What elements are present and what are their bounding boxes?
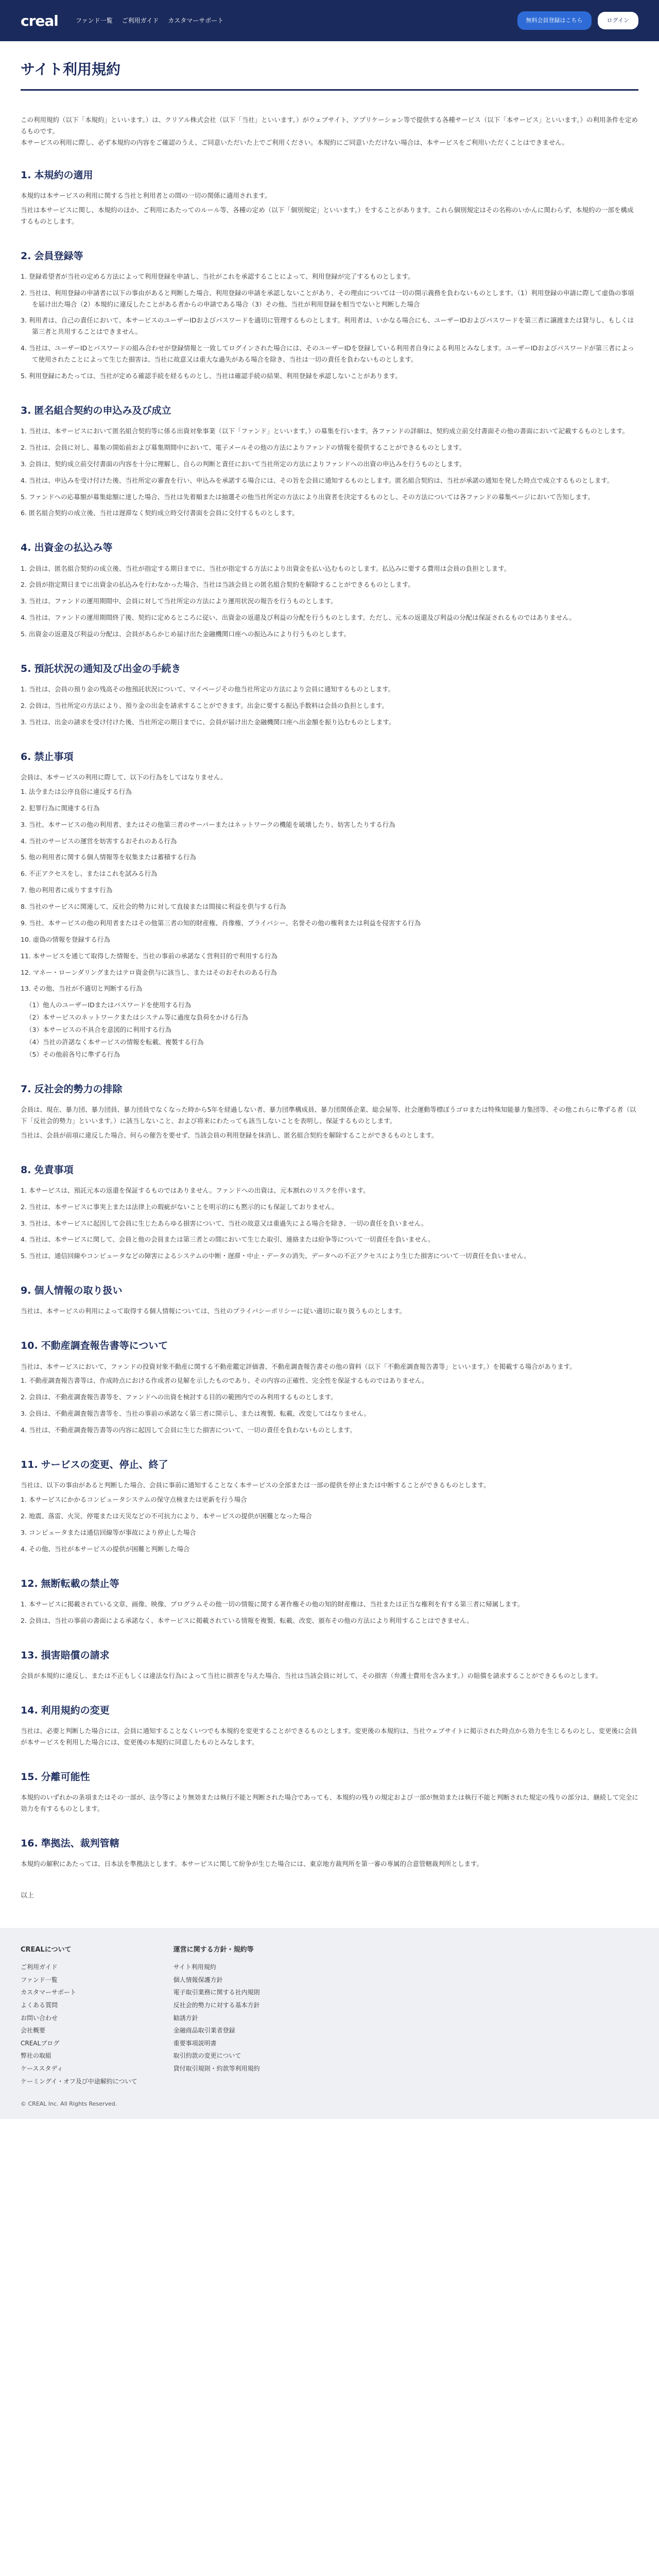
article-section bbox=[21, 1835, 638, 1870]
article-section bbox=[21, 1575, 638, 1626]
article-list bbox=[21, 426, 638, 519]
footer-link[interactable]: よくある質問 bbox=[21, 2002, 58, 2009]
article-paragraph: 会員が本規約に違反し、または不正もしくは違法な行為によって当社に損害を与えた場合、当社は当該会員に対して、その損害（弁護士費用を含みます。）の賠償を請求することができるものとします。 bbox=[21, 1671, 602, 1680]
footer-link[interactable]: ケーススタディ bbox=[21, 2065, 63, 2072]
article-number: 12. bbox=[21, 1578, 38, 1589]
article-list-item: 1. 会員は、匿名組合契約の成立後、当社が指定する期日までに、当社が指定する方法により出資金を払い込むものとします。払込みに要する費用は会員の負担とします。 bbox=[21, 564, 511, 572]
article-list-item: 10. 虚偽の情報を登録する行為 bbox=[21, 935, 110, 943]
footer-item bbox=[174, 1986, 260, 1999]
footer-item bbox=[174, 1999, 260, 2012]
article-number: 8. bbox=[21, 1164, 31, 1176]
footer-item bbox=[21, 2049, 137, 2062]
article-list-item: 1. 本サービスに掲載されている文章、画像、映像、プログラムその他一切の情報に関する著作権その他の知的財産権は、当社または正当な権利を有する第三者に帰属します。 bbox=[21, 1600, 524, 1608]
article-list bbox=[21, 1185, 638, 1262]
article-heading bbox=[21, 167, 638, 184]
article-number: 4. bbox=[21, 542, 31, 554]
article-list-item: 2. 犯罪行為に関連する行為 bbox=[21, 804, 100, 812]
article-list-item: 13. その他、当社が不適切と判断する行為 bbox=[21, 985, 143, 993]
article-number: 16. bbox=[21, 1837, 38, 1849]
article-list-item: 4. 当社は、ユーザーIDとパスワードの組み合わせが登録情報と一致してログインされた場合には、そのユーザーIDを登録している利用者自身による利用とみなします。ユーザーIDおよびパスワードが第三者によって使用されたことによって生じた損害は、当社に故意又は重大な過失がある場合を除き、当社は一切の責任を負わないものとします。 bbox=[21, 344, 634, 363]
article-list-item: 3. 会員は、不動産調査報告書等を、当社の事前の承諾なく第三者に開示し、または複製、転載、改変してはなりません。 bbox=[21, 1410, 371, 1418]
article-list bbox=[21, 684, 638, 728]
article-sublist-item: （2）本サービスのネットワークまたはシステム等に過度な負荷をかける行為 bbox=[26, 1013, 248, 1022]
footer-link[interactable]: 個人情報保護方針 bbox=[173, 1976, 223, 1984]
article-title: 預託状況の通知及び出金の手続き bbox=[34, 663, 181, 674]
article-section bbox=[21, 1337, 638, 1436]
article-heading bbox=[21, 1575, 638, 1592]
footer-item bbox=[174, 2012, 260, 2025]
article-paragraph: 本規約のいずれかの条項またはその一部が、法令等により無効または執行不能と判断された場合であっても、本規約の残りの規定および一部が無効または執行不能と判断された規定の残りの部分は、継続して完全に効力を有するものとします。 bbox=[21, 1793, 638, 1812]
article-section bbox=[21, 660, 638, 728]
article-title: 利用規約の変更 bbox=[41, 1704, 110, 1716]
article-heading bbox=[21, 1835, 638, 1852]
article-list-item: 3. 当社、本サービスの他の利用者、またはその他第三者のサーバーまたはネットワークの機能を破壊したり、妨害したりする行為 bbox=[21, 820, 395, 828]
article-heading bbox=[21, 660, 638, 677]
article-list bbox=[21, 1494, 638, 1555]
article-list-item: 5. 出資金の返還及び利益の分配は、会員があらかじめ届け出た金融機関口座への振込みにより行うものとします。 bbox=[21, 630, 350, 638]
footer-link[interactable]: カスタマーサポート bbox=[21, 1989, 77, 1996]
article-list bbox=[21, 1599, 638, 1626]
article-list-item: 8. 当社のサービスに関連して、反社会的勢力に対して直接または間接に利益を供与する行為 bbox=[21, 903, 286, 910]
article-section bbox=[21, 1162, 638, 1262]
article-heading bbox=[21, 539, 638, 556]
article-paragraph: 会員は、本サービスの利用に際して、以下の行為をしてはなりません。 bbox=[21, 773, 227, 781]
footer-item bbox=[21, 1986, 137, 1999]
article-list-item: 4. 当社は、本サービスに関して、会員と他の会員または第三者との間において生じた取引、連絡または紛争等について一切責任を負いません。 bbox=[21, 1235, 435, 1244]
article-number: 7. bbox=[21, 1083, 31, 1095]
article-heading bbox=[21, 1456, 638, 1473]
footer-item bbox=[174, 2049, 260, 2062]
footer-item bbox=[174, 2062, 260, 2075]
article-heading bbox=[21, 248, 638, 265]
article-heading bbox=[21, 1769, 638, 1786]
article-list-item: 1. 当社は、会員の預り金の残高その他預託状況について、マイページその他当社所定の方法により会員に通知するものとします。 bbox=[21, 685, 395, 693]
article-heading bbox=[21, 1081, 638, 1098]
article-number: 14. bbox=[21, 1704, 38, 1716]
article-paragraph: 本規約の解釈にあたっては、日本法を準拠法とします。本サービスに関して紛争が生じた場合には、東京地方裁判所を第一審の専属的合意管轄裁判所とします。 bbox=[21, 1859, 483, 1868]
article-number: 13. bbox=[21, 1649, 38, 1661]
article-list-item: 1. 本サービスにかかるコンピュータシステムの保守点検または更新を行う場合 bbox=[21, 1496, 247, 1503]
article-list-item: 3. 当社は、出金の請求を受け付けた後、当社所定の期日までに、会員が届け出た金融機関口座へ出金額を振り込むものとします。 bbox=[21, 718, 395, 726]
article-section bbox=[21, 749, 638, 1060]
article-section bbox=[21, 402, 638, 519]
article-sublist-item: （5）その他前各号に準ずる行為 bbox=[26, 1050, 120, 1058]
article-list-item: 5. ファンドへの応募額が募集総額に達した場合、当社は先着順または抽選その他当社所定の方法により出資者を決定するものとし、その方法については各ファンドの募集ページにおいて告知します。 bbox=[21, 493, 594, 501]
article-list bbox=[21, 563, 638, 640]
article-sublist bbox=[21, 999, 638, 1060]
articles bbox=[21, 167, 638, 1870]
footer-link[interactable]: お問い合わせ bbox=[21, 2014, 58, 2022]
article-list-item: 6. 不正アクセスをし、またはこれを試みる行為 bbox=[21, 870, 158, 878]
article-paragraph: 当社は、本サービスにおいて、ファンドの投資対象不動産に関する不動産鑑定評価書、不動産調査報告書その他の資料（以下「不動産調査報告書等」といいます。）を掲載する場合があります。 bbox=[21, 1362, 576, 1370]
article-title: サービスの変更、停止、終了 bbox=[41, 1459, 168, 1470]
article-heading bbox=[21, 1702, 638, 1719]
intro bbox=[21, 114, 638, 148]
article-list-item: 9. 当社、本サービスの他の利用者またはその他第三者の知的財産権、肖像権、プライバシー、名誉その他の権利または利益を侵害する行為 bbox=[21, 919, 421, 927]
article-title: 出資金の払込み等 bbox=[34, 542, 113, 554]
article-heading bbox=[21, 402, 638, 419]
article-section bbox=[21, 1081, 638, 1141]
article-list bbox=[21, 1375, 638, 1436]
article-list-item: 2. 会員は、不動産調査報告書等を、ファンドへの出資を検討する目的の範囲内でのみ利用するものとします。 bbox=[21, 1393, 337, 1401]
footer-link[interactable]: 電子取引業務に関する社内規則 bbox=[173, 1989, 260, 1996]
article-list-item: 4. 当社は、不動産調査報告書等の内容に起因して会員に生じた損害について、一切の責任を負わないものとします。 bbox=[21, 1426, 356, 1434]
article-title: 個人情報の取り扱い bbox=[34, 1285, 123, 1297]
article-list-item: 6. 匿名組合契約の成立後、当社は遅滞なく契約成立時交付書面を会員に交付するものとします。 bbox=[21, 509, 299, 517]
site-footer bbox=[0, 1928, 659, 2120]
article-title: 不動産調査報告書等について bbox=[41, 1340, 168, 1352]
article-list-item: 5. 他の利用者に関する個人情報等を収集または蓄積する行為 bbox=[21, 853, 196, 861]
article-list-item: 3. 当社は、本サービスに起因して会員に生じたあらゆる損害について、当社の故意又は重過失による場合を除き、一切の責任を負いません。 bbox=[21, 1219, 428, 1227]
footer-item bbox=[21, 2037, 137, 2050]
article-list-item: 1. 不動産調査報告書等は、作成時点における作成者の見解を示したものであり、その内容の正確性、完全性を保証するものではありません。 bbox=[21, 1377, 428, 1385]
footer-link[interactable]: 弊社の取組 bbox=[21, 2052, 52, 2060]
footer-column-about bbox=[21, 1944, 137, 2088]
footer-link[interactable]: ご利用ガイド bbox=[21, 1963, 58, 1971]
article-title: 準拠法、裁判管轄 bbox=[41, 1837, 119, 1849]
article-list-item: 3. 会員は、契約成立前交付書面の内容を十分に理解し、自らの判断と責任において当社所定の方法によりファンドへの出資の申込みを行うものとします。 bbox=[21, 460, 466, 468]
login-button[interactable]: ログイン bbox=[598, 12, 638, 29]
article-list bbox=[21, 786, 638, 994]
footer-link[interactable]: ファンド一覧 bbox=[21, 1976, 58, 1984]
article-list-item: 4. その他、当社が本サービスの提供が困難と判断した場合 bbox=[21, 1545, 190, 1553]
copyright: © CREAL Inc. All Rights Reserved. bbox=[21, 2100, 117, 2108]
closing bbox=[21, 1890, 638, 1902]
article-section bbox=[21, 248, 638, 382]
article-list-item: 3. 当社は、ファンドの運用期間中、会員に対して当社所定の方法により運用状況の報告を行うものとします。 bbox=[21, 597, 337, 605]
footer-item bbox=[21, 1974, 137, 1987]
article-section bbox=[21, 1769, 638, 1815]
main-nav bbox=[76, 15, 223, 26]
article-paragraph: 当社は、必要と判断した場合には、会員に通知することなくいつでも本規約を変更することができるものとします。変更後の本規約は、当社ウェブサイトに掲示された時点から効力を生じるものとし、変更後に会員が本サービスを利用した場合には、変更後の本規約に同意したものとみなします。 bbox=[21, 1726, 637, 1746]
article-list-item: 1. 本サービスは、預託元本の返還を保証するものではありません。ファンドへの出資は、元本割れのリスクを伴います。 bbox=[21, 1186, 370, 1194]
article-number: 1. bbox=[21, 169, 31, 181]
article-list-item: 3. 利用者は、自己の責任において、本サービスのユーザーIDおよびパスワードを適切に管理するものとします。利用者は、いかなる場合にも、ユーザーIDおよびパスワードを第三者に譲渡または貸与し、もしくは第三者と共用することはできません。 bbox=[21, 316, 634, 336]
register-button[interactable]: 無料会員登録はこちら bbox=[517, 11, 592, 29]
article-number: 15. bbox=[21, 1771, 38, 1783]
footer-column-policies bbox=[174, 1944, 260, 2088]
article-title: 匿名組合契約の申込み及び成立 bbox=[34, 404, 171, 416]
article-title: 無断転載の禁止等 bbox=[41, 1578, 119, 1589]
article-list-item: 2. 地震、落雷、火災、停電または天災などの不可抗力により、本サービスの提供が困難となった場合 bbox=[21, 1512, 312, 1520]
footer-link[interactable]: 重要事項説明書 bbox=[173, 2039, 217, 2047]
article-title: 反社会的勢力の排除 bbox=[34, 1083, 123, 1095]
footer-link[interactable]: 貸付取引規則・約款等利用規約 bbox=[173, 2065, 260, 2072]
footer-item bbox=[174, 2037, 260, 2050]
article-section bbox=[21, 539, 638, 640]
logo[interactable]: creal bbox=[21, 12, 58, 29]
article-number: 10. bbox=[21, 1340, 38, 1352]
article-list-item: 2. 当社は、利用登録の申請者に以下の事由があると判断した場合、利用登録の申請を承認しないことがあり、その理由については一切の開示義務を負わないものとします。（1）利用登録の申請に際して虚偽の事項を届け出た場合（2）本規約に違反したことがある者からの申請である場合（3）その他、当社が利用登録を相当でないと判断した場合 bbox=[21, 289, 634, 308]
footer-heading: CREALについて bbox=[21, 1945, 72, 1954]
footer-link[interactable]: 反社会的勢力に対する基本方針 bbox=[173, 2002, 260, 2009]
article-paragraph: 当社は、会員が前項に違反した場合、何らの催告を要せず、当該会員の利用登録を抹消し、匿名組合契約を解除することができるものとします。 bbox=[21, 1131, 438, 1139]
article-list-item: 2. 会員が指定期日までに出資金の払込みを行わなかった場合、当社は当該会員との匿名組合契約を解除することができるものとします。 bbox=[21, 581, 414, 589]
footer-item bbox=[21, 2062, 137, 2075]
article-number: 9. bbox=[21, 1285, 31, 1297]
article-list-item: 1. 登録希望者が当社の定める方法によって利用登録を申請し、当社がこれを承認することによって、利用登録が完了するものとします。 bbox=[21, 272, 414, 280]
footer-link[interactable]: ケーミングイ・オフ及び中途解約について bbox=[21, 2077, 137, 2085]
article-section bbox=[21, 1702, 638, 1748]
article-paragraph: 会員は、現在、暴力団、暴力団員、暴力団員でなくなった時から5年を経過しない者、暴力団準構成員、暴力団関係企業、総会屋等、社会運動等標ぼうゴロまたは特殊知能暴力集団等、その他これらに準ずる者（以下「反社会的勢力」といいます。）に該当しないこと、および将来にわたっても該当しないことを表明し、保証するものとします。 bbox=[21, 1105, 636, 1125]
footer-link[interactable]: CREALブログ bbox=[21, 2039, 60, 2047]
footer-item bbox=[174, 1961, 260, 1974]
article-list bbox=[21, 271, 638, 382]
article-list-item: 5. 当社は、通信回線やコンピュータなどの障害によるシステムの中断・遅滞・中止・データの消失、データへの不正アクセスにより生じた損害について一切責任を負いません。 bbox=[21, 1252, 530, 1260]
article-list-item: 2. 会員は、当社の事前の書面による承諾なく、本サービスに掲載されている情報を複製、転載、改変、頒布その他の方法により利用することはできません。 bbox=[21, 1616, 473, 1624]
nav-support[interactable]: カスタマーサポート bbox=[168, 16, 224, 24]
closing-text: 以上 bbox=[21, 1891, 34, 1900]
footer-link[interactable]: 勧誘方針 bbox=[173, 2014, 198, 2022]
nav-fund-list[interactable]: ファンド一覧 bbox=[75, 16, 113, 24]
article-list-item: 12. マネー・ローンダリングまたはテロ資金供与に該当し、またはそのおそれのある行為 bbox=[21, 968, 277, 976]
article-section bbox=[21, 1456, 638, 1555]
article-section bbox=[21, 1647, 638, 1682]
footer-item bbox=[21, 1961, 137, 1974]
intro-paragraph: 本サービスの利用に際し、必ず本規約の内容をご確認のうえ、ご同意いただいた上でご利用ください。本規約にご同意いただけない場合は、本サービスをご利用いただくことはできません。 bbox=[21, 138, 569, 146]
article-number: 2. bbox=[21, 250, 31, 262]
site-header bbox=[0, 0, 659, 41]
article-heading bbox=[21, 1647, 638, 1664]
article-list-item: 1. 当社は、本サービスにおいて匿名組合契約等に係る出資対象事業（以下「ファンド」といいます。）の募集を行います。各ファンドの詳細は、契約成立前交付書面その他の書面において記載するものとします。 bbox=[21, 427, 629, 435]
article-title: 分離可能性 bbox=[41, 1771, 90, 1783]
footer-link[interactable]: サイト利用規約 bbox=[173, 1963, 216, 1971]
article-list-item: 11. 本サービスを通じて取得した情報を、当社の事前の承諾なく営利目的で利用する行為 bbox=[21, 952, 278, 960]
article-heading bbox=[21, 749, 638, 766]
article-list-item: 2. 会員は、当社所定の方法により、預り金の出金を請求することができます。出金に要する振込手数料は会員の負担とします。 bbox=[21, 702, 388, 709]
footer-link[interactable]: 金融商品取引業者登録 bbox=[173, 2027, 235, 2035]
article-section bbox=[21, 1282, 638, 1317]
footer-item bbox=[21, 2012, 137, 2025]
nav-guide[interactable]: ご利用ガイド bbox=[122, 16, 159, 24]
footer-heading: 運営に関する方針・規約等 bbox=[173, 1945, 254, 1954]
article-list-item: 5. 利用登録にあたっては、当社が定める確認手続を経るものとし、当社は確認手続の結果、利用登録を承認しないことがあります。 bbox=[21, 371, 402, 380]
footer-item bbox=[21, 2024, 137, 2037]
article-list-item: 4. 当社のサービスの運営を妨害するおそれのある行為 bbox=[21, 837, 177, 845]
article-title: 禁止事項 bbox=[34, 751, 74, 762]
article-list-item: 4. 当社は、申込みを受け付けた後、当社所定の審査を行い、申込みを承諾する場合には、その旨を会員に通知するものとします。匿名組合契約は、当社が承諾の通知を発した時点で成立するものとします。 bbox=[21, 476, 614, 484]
footer-item bbox=[174, 2024, 260, 2037]
article-list-item: 7. 他の利用者に成りすます行為 bbox=[21, 886, 113, 894]
article-number: 3. bbox=[21, 404, 31, 416]
article-title: 損害賠償の請求 bbox=[41, 1649, 110, 1661]
footer-item bbox=[174, 1974, 260, 1987]
article-list-item: 1. 法令または公序良俗に違反する行為 bbox=[21, 787, 132, 795]
article-number: 6. bbox=[21, 751, 31, 762]
article-title: 本規約の適用 bbox=[34, 169, 93, 181]
article-paragraph: 当社は、本サービスの利用によって取得する個人情報については、当社のプライバシーポリシーに従い適切に取り扱うものとします。 bbox=[21, 1307, 406, 1315]
article-title: 会員登録等 bbox=[34, 250, 83, 262]
article-paragraph: 当社は、以下の事由があると判断した場合、会員に事前に通知することなく本サービスの全部または一部の提供を停止または中断することができるものとします。 bbox=[21, 1481, 490, 1489]
article-list-item: 2. 当社は、会員に対し、募集の開始前および募集期間中において、電子メールその他の方法によりファンドの情報を提供することができるものとします。 bbox=[21, 443, 466, 451]
footer-item bbox=[21, 2075, 137, 2088]
article-sublist-item: （1）他人のユーザーIDまたはパスワードを使用する行為 bbox=[26, 1001, 192, 1009]
terms-content bbox=[0, 114, 659, 1902]
article-heading bbox=[21, 1282, 638, 1299]
article-list-item: 3. コンピュータまたは通信回線等が事故により停止した場合 bbox=[21, 1528, 196, 1536]
page-title: サイト利用規約 bbox=[21, 57, 638, 91]
footer-link[interactable]: 取引約款の変更について bbox=[173, 2052, 241, 2060]
article-title: 免責事項 bbox=[34, 1164, 74, 1176]
article-list-item: 4. 当社は、ファンドの運用期間終了後、契約に定めるところに従い、出資金の返還及び利益の分配を行うものとします。ただし、元本の返還及び利益の分配は保証されるものではありません。 bbox=[21, 614, 576, 622]
article-sublist-item: （3）本サービスの不具合を意図的に利用する行為 bbox=[26, 1026, 171, 1033]
article-heading bbox=[21, 1337, 638, 1354]
article-number: 11. bbox=[21, 1459, 38, 1470]
article-paragraph: 本規約は本サービスの利用に関する当社と利用者との間の一切の関係に適用されます。 bbox=[21, 191, 271, 199]
intro-paragraph: この利用規約（以下「本規約」といいます。）は、クリアル株式会社（以下「当社」といいます。）がウェブサイト、アプリケーション等で提供する各種サービス（以下「本サービス」といいます。）の利用条件を定めるものです。 bbox=[21, 116, 638, 135]
article-heading bbox=[21, 1162, 638, 1179]
footer-link[interactable]: 会社概要 bbox=[21, 2027, 46, 2035]
article-number: 5. bbox=[21, 663, 31, 674]
article-sublist-item: （4）当社の許諾なく本サービスの情報を転載、複製する行為 bbox=[26, 1038, 204, 1046]
article-section bbox=[21, 167, 638, 227]
footer-item bbox=[21, 1999, 137, 2012]
article-paragraph: 当社は本サービスに関し、本規約のほか、ご利用にあたってのルール等、各種の定め（以下「個別規定」といいます。）をすることがあります。これら個別規定はその名称のいかんに関わらず、本規約の一部を構成するものとします。 bbox=[21, 206, 634, 225]
article-list-item: 2. 当社は、本サービスに事実上または法律上の瑕疵がないことを明示的にも黙示的にも保証しておりません。 bbox=[21, 1202, 338, 1211]
